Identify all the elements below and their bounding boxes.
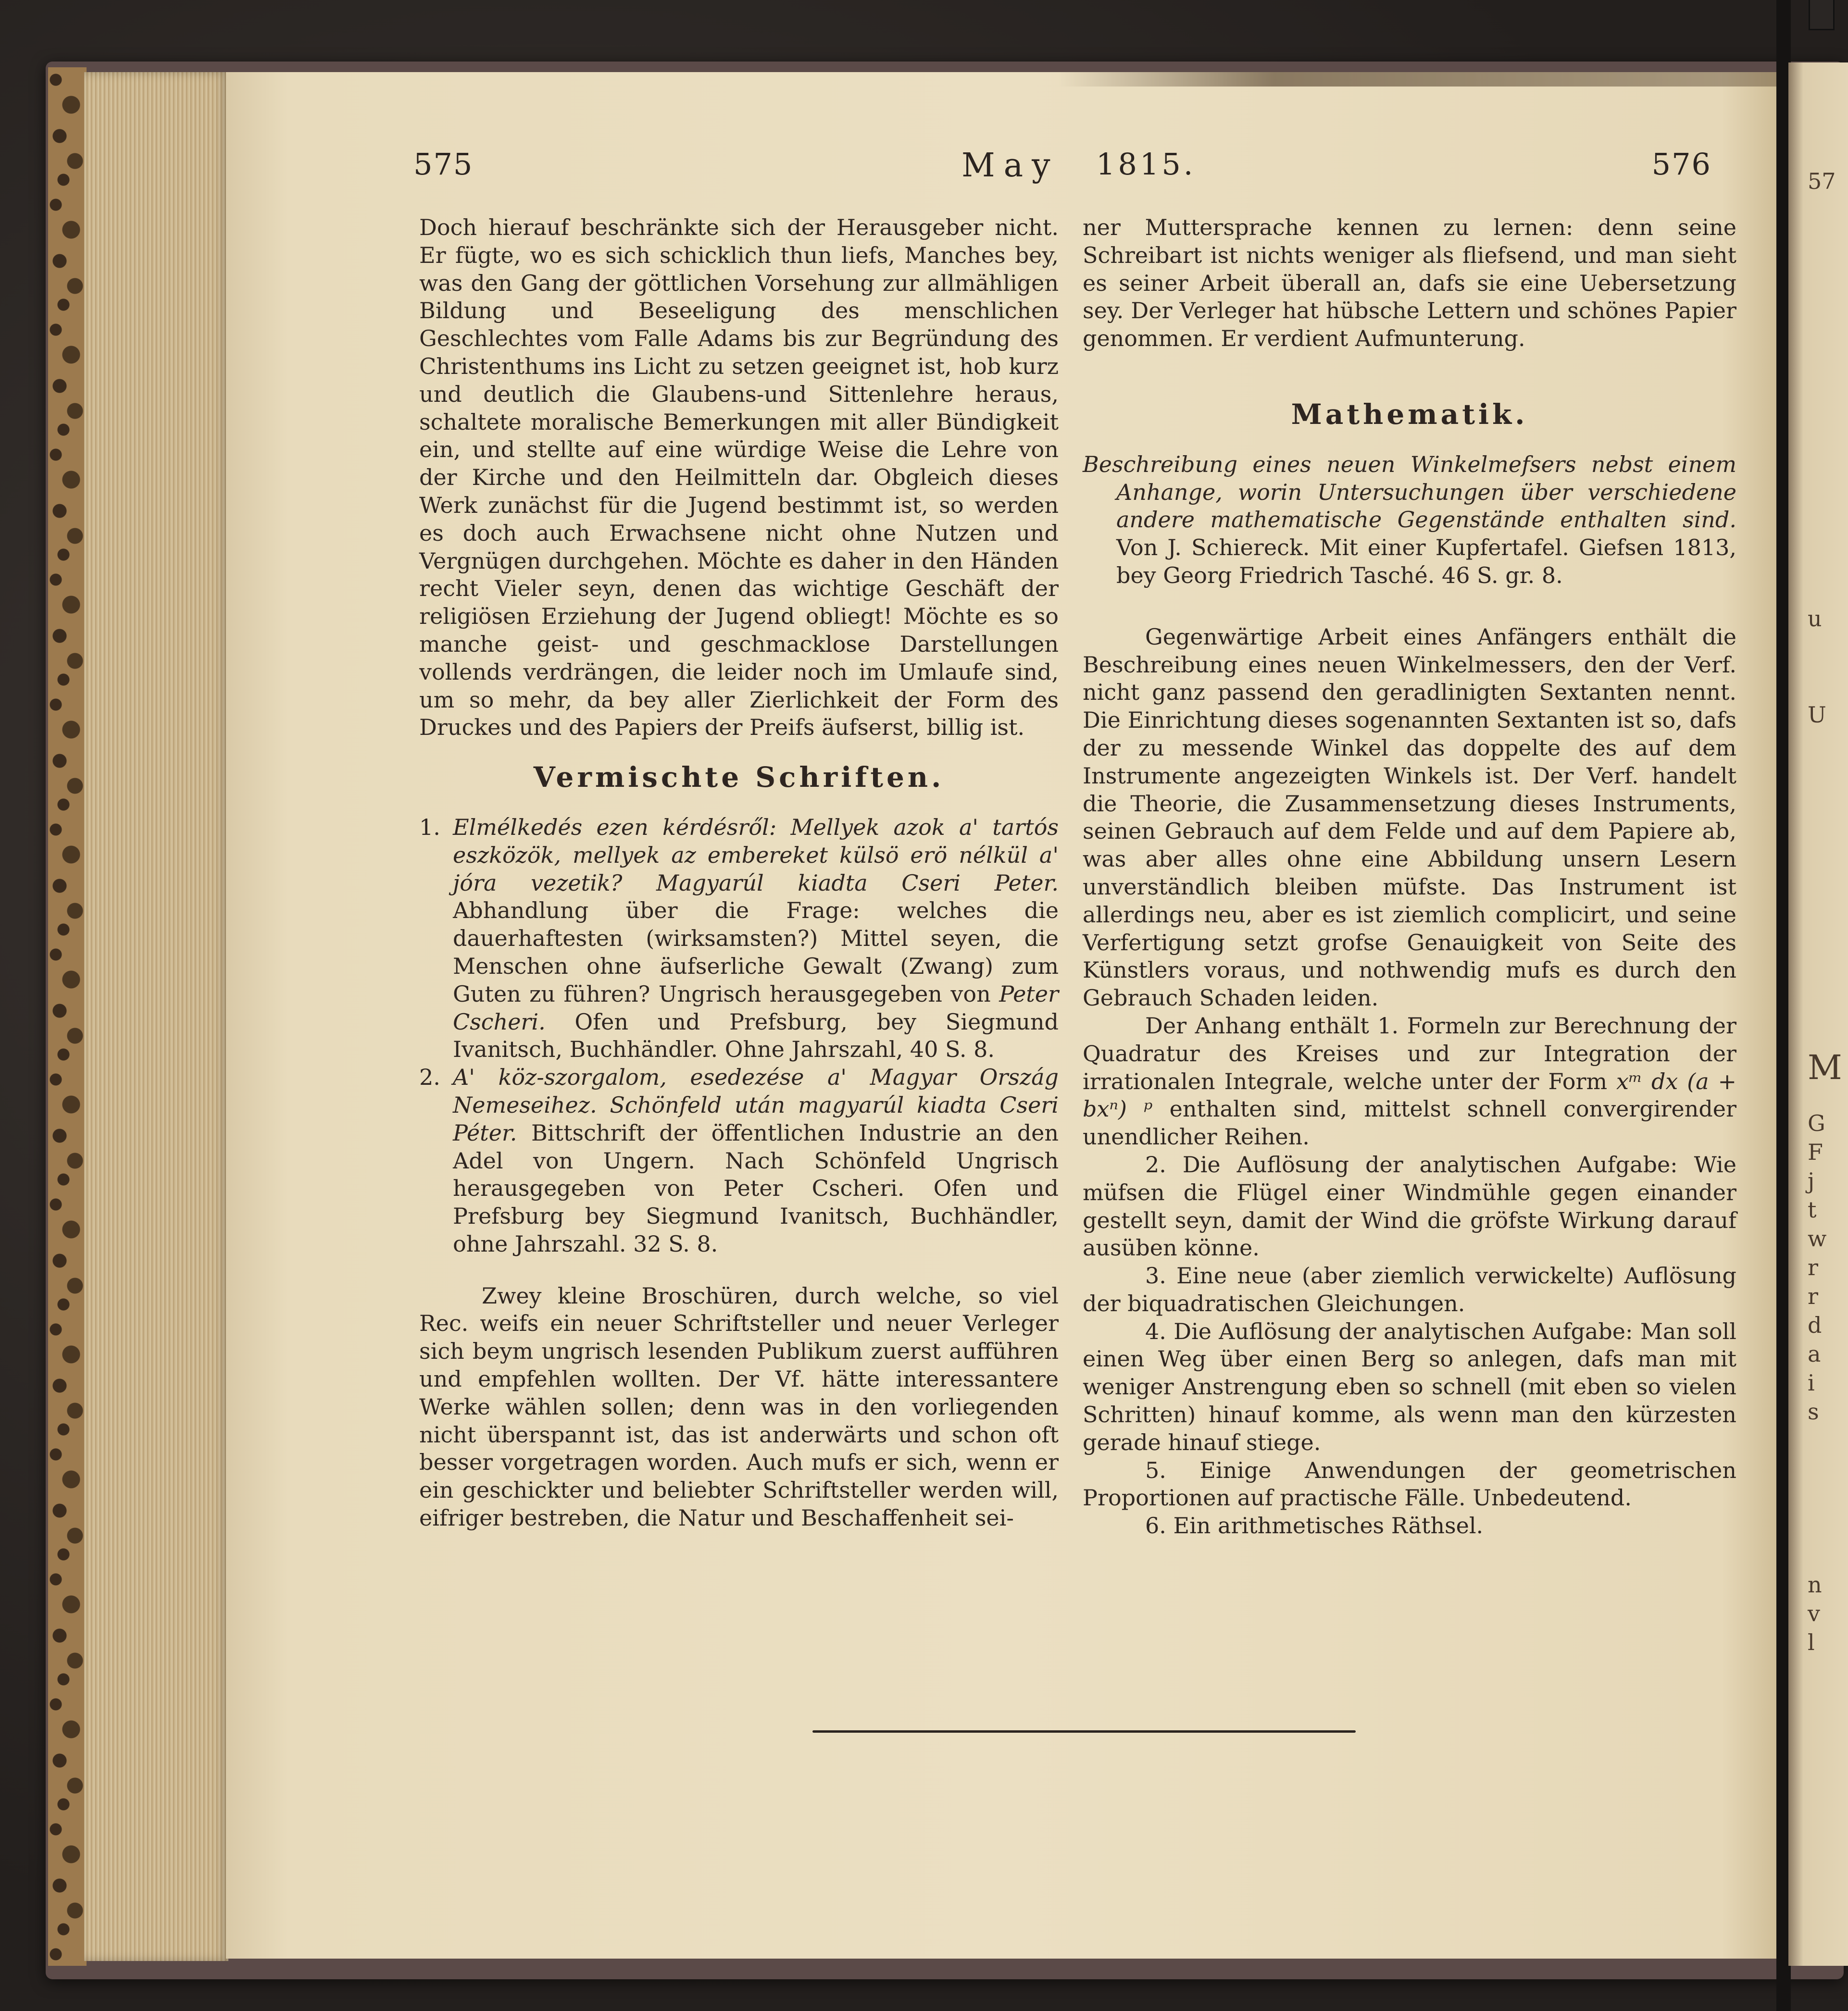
- appendix-item: 3. Eine neue (aber ziemlich verwickelte) Auflösung der biquadratischen Gleichungen.: [1083, 1263, 1736, 1316]
- left-column: [419, 214, 1059, 1532]
- review-paragraph: Zwey kleine Broschüren, durch welche, so viel Rec. weifs ein neuer Schriftsteller und neuer Verleger sich beym ungrisch lesenden Publikum zuerst aufführen und empfehlen wollten. Der Vf. hätte interessantere Werke wählen sollen; denn was in den vorliegenden nicht überspannt ist, das ist anderwärts und schon oft besser vorgetragen worden. Auch mufs er sich, wenn er ein geschickter und beliebter Schriftsteller werden will, eifriger bestreben, die Natur und Beschaffenheit sei-: [419, 1282, 1059, 1531]
- running-head: [413, 147, 1711, 190]
- next-page-letter: F: [1808, 1139, 1823, 1165]
- entry-number: 2.: [419, 1064, 440, 1091]
- marbled-page-edge: [48, 67, 87, 1966]
- next-page-letter: l: [1808, 1629, 1815, 1655]
- right-column: [1083, 214, 1736, 1540]
- appendix-item-text: Der Anhang enthält 1. Formeln zur Berechnung der Quadratur des Kreises und zur Integration der irrationalen Integrale, welche unter der Form: [1083, 1012, 1736, 1094]
- next-page-letter: G: [1808, 1110, 1825, 1136]
- next-page-letter: i: [1808, 1370, 1815, 1396]
- review-paragraph: Gegenwärtige Arbeit eines Anfängers enthält die Beschreibung eines neuen Winkelmessers, den der Verf. nicht ganz passend den geradlinigten Sextanten nennt. Die Einrichtung dieses sogenannten Sextanten ist so, dafs der zu messende Winkel das doppelte des auf dem Instrumente angezeigten Winkels ist. Der Verf. handelt die Theorie, die Zusammensetzung dieses Instruments, seinen Gebrauch auf dem Felde und auf dem Papiere ab, was aber alles ohne eine Abbildung unsern Lesern unverständlich bleiben müfste. Das Instrument ist allerdings neu, aber es ist ziemlich complicirt, und seine Verfertigung setzt grofse Genauigkeit von Seite des Künstlers voraus, und nothwendig mufs es durch den Gebrauch Schaden leiden.: [1083, 623, 1736, 1011]
- next-page-letter: a: [1808, 1341, 1821, 1367]
- entry-imprint: Ofen und Prefsburg, bey Siegmund Ivanitsch, Buchhändler. Ohne Jahrszahl, 40 S. 8.: [453, 1008, 1059, 1063]
- next-page-letter: n: [1808, 1572, 1822, 1598]
- entry-number: 1.: [419, 814, 440, 840]
- next-page-letter: d: [1808, 1312, 1822, 1338]
- next-page-fragment: [1788, 62, 1848, 1966]
- next-page-letter: s: [1808, 1399, 1819, 1425]
- scan-corner-mark: [1809, 0, 1835, 30]
- next-page-letter: r: [1808, 1254, 1818, 1280]
- appendix-item-text: enthalten sind, mittelst schnell convergirender unendlicher Reihen.: [1083, 1096, 1736, 1150]
- next-page-letter: v: [1808, 1601, 1820, 1626]
- bibliography-entry: [419, 814, 1059, 1064]
- section-heading-mathematik: Mathematik.: [1291, 397, 1528, 431]
- next-page-letter: w: [1808, 1226, 1827, 1252]
- review-paragraph: Doch hierauf beschränkte sich der Herausgeber nicht. Er fügte, wo es sich schicklich thun liefs, Manches bey, was den Gang der göttlichen Vorsehung zur allmähligen Bildung und Beseeligung des menschlichen Geschlechtes vom Falle Adams bis zur Begründung des Christenthums ins Licht zu setzen geeignet ist, hob kurz und deutlich die Glaubens-und Sittenlehre heraus, schaltete moralische Bemerkungen mit aller Bündigkeit ein, und stellte auf eine würdige Weise die Lehre von der Kirche und den Heilmitteln dar. Obgleich dieses Werk zunächst für die Jugend bestimmt ist, so werden es doch auch Erwachsene nicht ohne Nutzen und Vergnügen durchgehen. Möchte es daher in den Händen recht Vieler seyn, denen das wichtige Geschäft der religiösen Erziehung der Jugend obliegt! Möchte es so manche geist- und geschmacklose Darstellungen vollends verdrängen, die leider noch im Umlaufe sind, um so mehr, da bey aller Zierlichkeit der Form des Druckes und des Papiers der Preifs äufserst, billig ist.: [419, 214, 1059, 741]
- next-page-letter: u: [1808, 606, 1822, 632]
- page-number-left: 575: [413, 147, 474, 182]
- next-page-letter: j: [1808, 1168, 1815, 1194]
- section-heading-vermischte-schriften: Vermischte Schriften.: [533, 761, 945, 794]
- appendix-item: 6. Ein arithmetisches Räthsel.: [1145, 1513, 1484, 1539]
- review-paragraph: ner Muttersprache kennen zu lernen: denn seine Schreibart ist nichts weniger als fliefsend, und man sieht es seiner Arbeit überall an, dafs sie eine Uebersetzung sey. Der Verleger hat hübsche Lettern und schönes Papier genommen. Er verdient Aufmunterung.: [1083, 214, 1736, 352]
- end-rule: [812, 1730, 1356, 1733]
- appendix-item: 5. Einige Anwendungen der geometrischen Proportionen auf practische Fälle. Unbedeutend.: [1083, 1457, 1736, 1511]
- next-page-letter: U: [1808, 702, 1826, 728]
- page-number-right: 576: [1651, 147, 1711, 182]
- running-head-month: May: [961, 147, 1059, 185]
- entry-title: Beschreibung eines neuen Winkelmefsers nebst einem Anhange, worin Untersuchungen über verschiedene andere mathematische Gegenstände enthalten sind.: [1083, 451, 1736, 533]
- entry-body: [453, 1064, 1059, 1258]
- entry-title: Elmélkedés ezen kérdésről: Mellyek azok a' tartós eszközök, mellyek az embereket külsö erö nélkül a' jóra vezetik? Magyarúl kiadta Cseri Peter.: [453, 814, 1059, 896]
- page-stack-edge: [84, 72, 228, 1961]
- page-top-stain: [1058, 72, 1779, 87]
- entry-description: Bittschrift der öffentlichen Industrie an den Adel von Ungern. Nach Schönfeld Ungrisch herausgegeben von Peter Cscheri. Ofen und Prefsburg bey Siegmund Ivanitsch, Buchhändler, ohne Jahrszahl. 32 S. 8.: [453, 1119, 1059, 1257]
- next-page-letter: r: [1808, 1283, 1818, 1309]
- next-page-letter: t: [1808, 1197, 1817, 1223]
- appendix-item: 2. Die Auflösung der analytischen Aufgabe: Wie müfsen die Flügel einer Windmühle gegen einander gestellt seyn, damit der Wind die gröfste Wirkung darauf ausüben könne.: [1083, 1151, 1736, 1261]
- entry-imprint: Von J. Schiereck. Mit einer Kupfertafel. Giefsen 1813, bey Georg Friedrich Tasché. 46 S. gr. 8.: [1116, 534, 1736, 588]
- formula: xᵐ dx (a + bxⁿ) ᵖ: [1083, 1068, 1737, 1122]
- entry-description: Abhandlung über die Frage: welches die dauerhaftesten (wirksamsten?) Mittel seyen, die Menschen ohne äufserliche Gewalt (Zwang) zum Guten zu führen? Ungrisch herausgegeben von: [453, 897, 1059, 1007]
- entry-body: [453, 814, 1059, 1064]
- running-head-year: 1815.: [1096, 147, 1196, 182]
- appendix-item: 4. Die Auflösung der analytischen Aufgabe: Man soll einen Weg über einen Berg so anlegen, dafs man mit weniger Anstrengung eben so schnell (mit eben so vielen Schritten) hinauf komme, als wenn man den kürzesten gerade hinauf stiege.: [1083, 1318, 1736, 1455]
- next-page-number: 57: [1808, 168, 1836, 194]
- entry-title: A' köz-szorgalom, esedezése a' Magyar Ország Nemeseihez. Schönfeld után magyarúl kiadta Cseri Péter.: [453, 1064, 1059, 1146]
- bibliography-entry: [1083, 451, 1736, 590]
- bibliography-entry: [419, 1064, 1059, 1258]
- appendix-item: [1083, 1012, 1736, 1151]
- next-page-letter: M: [1808, 1048, 1842, 1087]
- entry-author: Peter Cscheri.: [453, 981, 1059, 1035]
